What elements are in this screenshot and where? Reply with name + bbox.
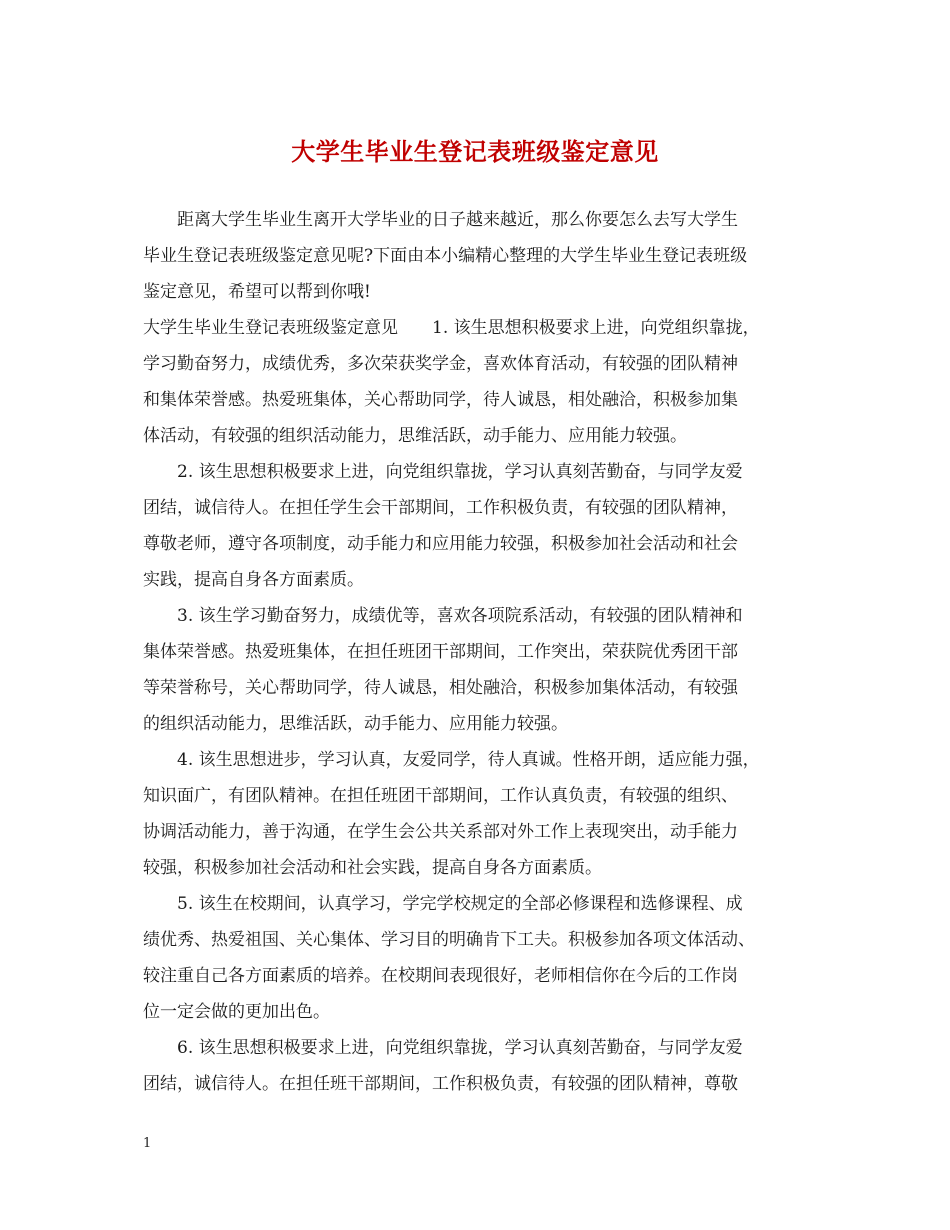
text-line: 知识面广，有团队精神。在担任班团干部期间，工作认真负责，有较强的组织、 <box>143 786 738 806</box>
page-number: 1 <box>143 1136 152 1151</box>
text-line: 尊敬老师，遵守各项制度，动手能力和应用能力较强，积极参加社会活动和社会 <box>143 534 738 554</box>
text-line: 的组织活动能力，思维活跃，动手能力、应用能力较强。 <box>143 714 568 734</box>
text-line: 位一定会做的更加出色。 <box>143 1002 330 1022</box>
text-line: 4. 该生思想进步，学习认真，友爱同学，待人真诚。性格开朗，适应能力强， <box>143 750 760 770</box>
text-line: 5. 该生在校期间，认真学习，学完学校规定的全部必修课程和选修课程、成 <box>143 894 743 914</box>
text-line: 较注重自己各方面素质的培养。在校期间表现很好，老师相信你在今后的工作岗 <box>143 966 738 986</box>
text-line: 距离大学生毕业生离开大学毕业的日子越来越近，那么你要怎么去写大学生 <box>143 210 738 230</box>
text-line: 等荣誉称号，关心帮助同学，待人诚恳，相处融洽，积极参加集体活动，有较强 <box>143 678 738 698</box>
text-line: 体活动，有较强的组织活动能力，思维活跃，动手能力、应用能力较强。 <box>143 426 687 446</box>
text-line: 学习勤奋努力，成绩优秀，多次荣获奖学金，喜欢体育活动，有较强的团队精神 <box>143 354 738 374</box>
text-line: 较强，积极参加社会活动和社会实践，提高自身各方面素质。 <box>143 858 602 878</box>
text-line: 实践，提高自身各方面素质。 <box>143 570 364 590</box>
text-line: 团结，诚信待人。在担任班干部期间，工作积极负责，有较强的团队精神，尊敬 <box>143 1074 738 1094</box>
text-line: 毕业生登记表班级鉴定意见呢?下面由本小编精心整理的大学生毕业生登记表班级 <box>143 246 748 266</box>
text-line: 大学生毕业生登记表班级鉴定意见 1. 该生思想积极要求上进，向党组织靠拢， <box>143 318 760 338</box>
text-line: 集体荣誉感。热爱班集体，在担任班团干部期间，工作突出，荣获院优秀团干部 <box>143 642 738 662</box>
text-line: 绩优秀、热爱祖国、关心集体、学习目的明确肯下工夫。积极参加各项文体活动、 <box>143 930 755 950</box>
text-line: 鉴定意见，希望可以帮到你哦! <box>143 282 371 302</box>
text-line: 3. 该生学习勤奋努力，成绩优等，喜欢各项院系活动，有较强的团队精神和 <box>143 606 743 626</box>
text-line: 团结，诚信待人。在担任学生会干部期间，工作积极负责，有较强的团队精神， <box>143 498 738 518</box>
text-line: 2. 该生思想积极要求上进，向党组织靠拢，学习认真刻苦勤奋，与同学友爱 <box>143 462 743 482</box>
text-line: 6. 该生思想积极要求上进，向党组织靠拢，学习认真刻苦勤奋，与同学友爱 <box>143 1038 743 1058</box>
document-title: 大学生毕业生登记表班级鉴定意见 <box>291 137 659 166</box>
text-line: 和集体荣誉感。热爱班集体，关心帮助同学，待人诚恳，相处融洽，积极参加集 <box>143 390 738 410</box>
text-line: 协调活动能力，善于沟通，在学生会公共关系部对外工作上表现突出，动手能力 <box>143 822 738 842</box>
